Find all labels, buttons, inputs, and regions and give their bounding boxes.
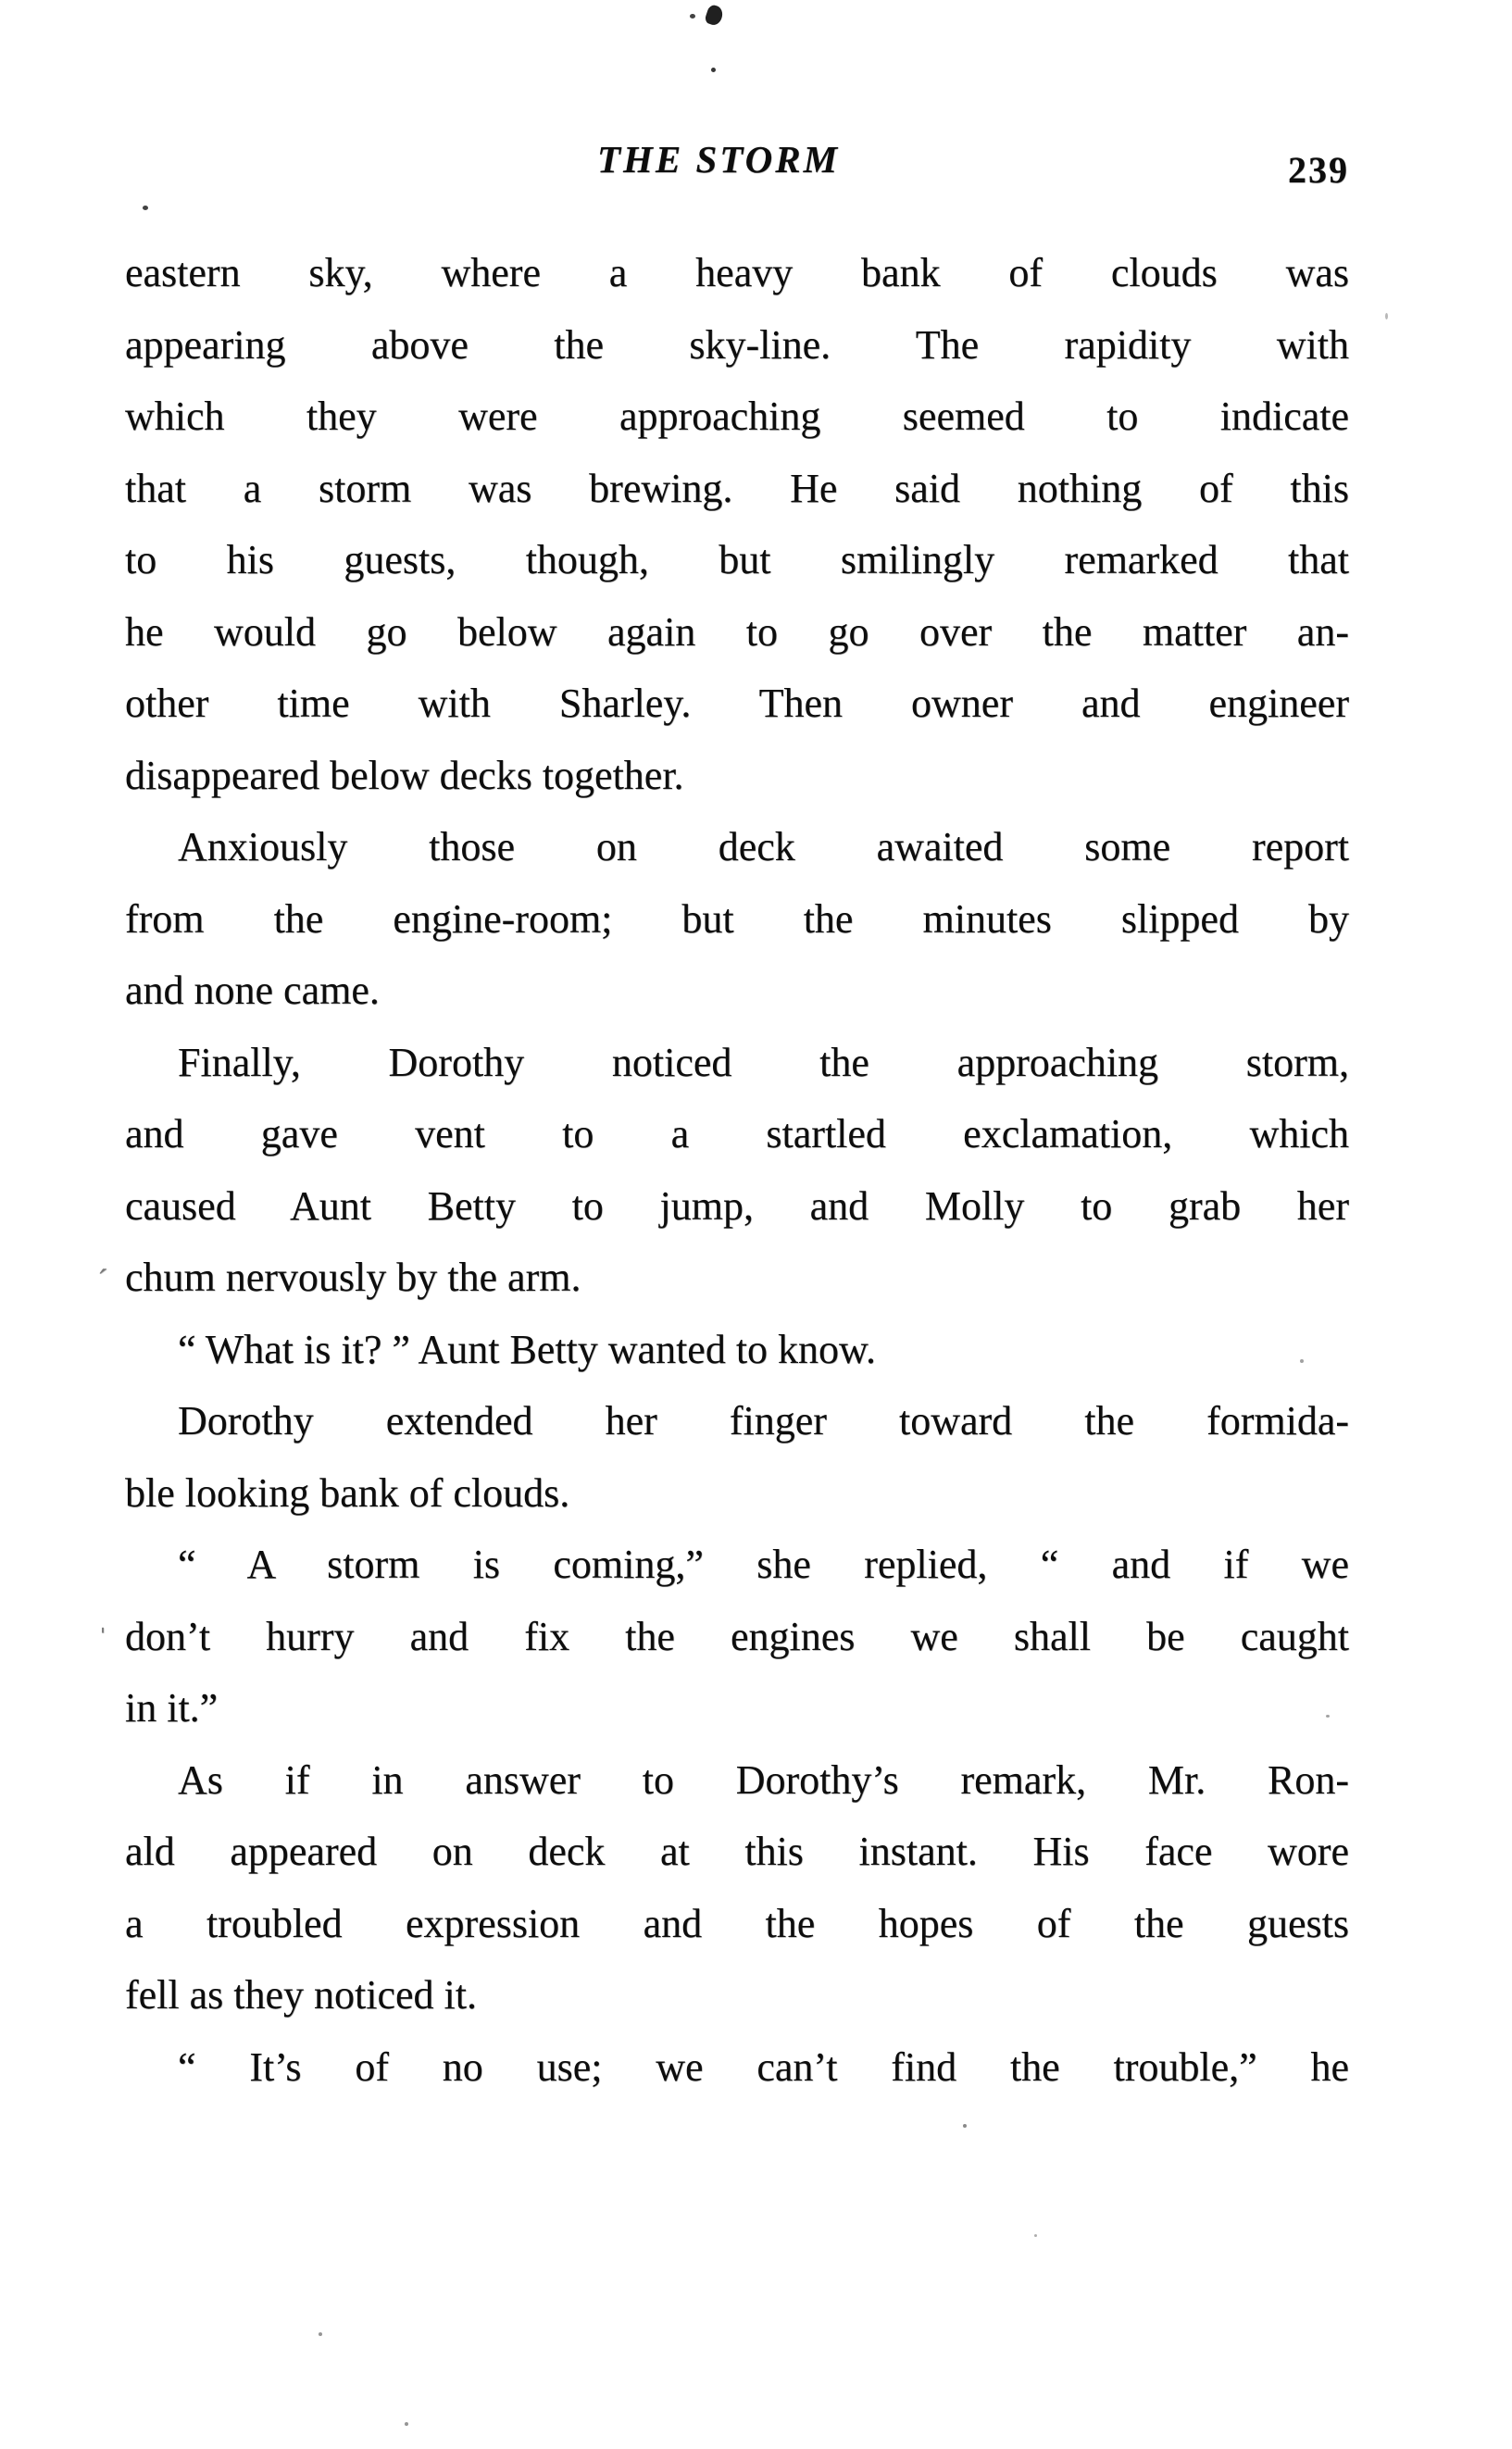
body-text-block [97, 237, 1349, 2103]
text-line-content: and none came. [125, 968, 380, 1013]
text-line-content: that a storm was brewing. He said nothing of this [125, 465, 1349, 511]
ink-speck [711, 68, 716, 72]
text-line [125, 237, 1349, 309]
text-line-content: appearing above the sky-line. The rapidity with [125, 321, 1349, 368]
text-line [125, 381, 1349, 453]
text-line-content: eastern sky, where a heavy bank of clouds was [125, 250, 1349, 295]
text-line-content: disappeared below decks together. [125, 752, 684, 798]
text-line [125, 1888, 1349, 1960]
text-line-content: “ A storm is coming,” she replied, “ and if we [178, 1542, 1349, 1587]
text-line [125, 811, 1349, 883]
ink-speck [963, 2124, 967, 2128]
text-line-content: Dorothy extended her finger toward the formida- [178, 1398, 1349, 1443]
text-line-content: caused Aunt Betty to jump, and Molly to grab her [125, 1182, 1349, 1229]
ink-speck [690, 14, 695, 19]
text-line-content: a troubled expression and the hopes of the guests [125, 1900, 1349, 1946]
text-line [125, 596, 1349, 668]
text-line-content: he would go below again to go over the matter an- [125, 608, 1349, 655]
text-line [125, 955, 1349, 1027]
page-header [125, 137, 1349, 196]
text-line [125, 1816, 1349, 1888]
text-line [125, 668, 1349, 740]
text-line [125, 524, 1349, 596]
ink-speck [1385, 313, 1388, 319]
text-line [125, 1170, 1349, 1243]
text-line [125, 309, 1349, 381]
text-line-content: chum nervously by the arm. [125, 1255, 581, 1300]
ink-artifact-mark: ˈ [97, 1620, 108, 1658]
text-line [125, 740, 1349, 812]
text-line [125, 1457, 1349, 1530]
text-line-content: don’t hurry and fix the engines we shall be caught [125, 1613, 1349, 1659]
text-line-content: other time with Sharley. Then owner and engineer [125, 681, 1349, 726]
running-head-title: THE STORM [596, 138, 841, 181]
ink-speck [1034, 2234, 1037, 2237]
ink-speck [704, 4, 725, 27]
text-line-content: ald appeared on deck at this instant. His face wore [125, 1829, 1349, 1874]
text-line-content: Anxiously those on deck awaited some report [178, 824, 1349, 869]
text-line [125, 1098, 1349, 1170]
ink-speck [1326, 1715, 1330, 1718]
ink-speck [1300, 1359, 1304, 1363]
ink-artifact-mark: ´ [97, 1262, 108, 1299]
page-number: 239 [1288, 149, 1349, 191]
text-line [125, 1744, 1349, 1817]
text-line-content: Finally, Dorothy noticed the approaching storm, [178, 1039, 1349, 1085]
text-line-content: fell as they noticed it. [125, 1972, 477, 2018]
text-line-content: and gave vent to a startled exclamation, which [125, 1111, 1349, 1156]
text-line [125, 1027, 1349, 1099]
text-line [125, 1314, 1349, 1386]
text-line [97, 1601, 1349, 1673]
text-line-content: which they were approaching seemed to indicate [125, 394, 1349, 439]
text-line [97, 1242, 1349, 1314]
text-line-content: ble looking bank of clouds. [125, 1469, 570, 1516]
text-line-content: in it.” [125, 1685, 219, 1731]
ink-speck [405, 2422, 408, 2426]
text-line-content: “ What is it? ” Aunt Betty wanted to know. [178, 1326, 876, 1372]
text-line-content: to his guests, though, but smilingly remarked that [125, 537, 1349, 582]
text-line [125, 883, 1349, 956]
text-line [125, 1672, 1349, 1744]
text-line [125, 1385, 1349, 1457]
text-line [125, 1529, 1349, 1601]
text-line [125, 1959, 1349, 2031]
text-line-content: from the engine-room; but the minutes slipped by [125, 895, 1349, 942]
text-line-content: As if in answer to Dorothy’s remark, Mr. Ron- [178, 1756, 1349, 1803]
text-line [125, 453, 1349, 525]
text-line [125, 2031, 1349, 2104]
ink-speck [143, 206, 148, 210]
ink-speck [319, 2332, 322, 2336]
text-line-content: “ It’s of no use; we can’t find the trouble,” he [178, 2043, 1349, 2090]
